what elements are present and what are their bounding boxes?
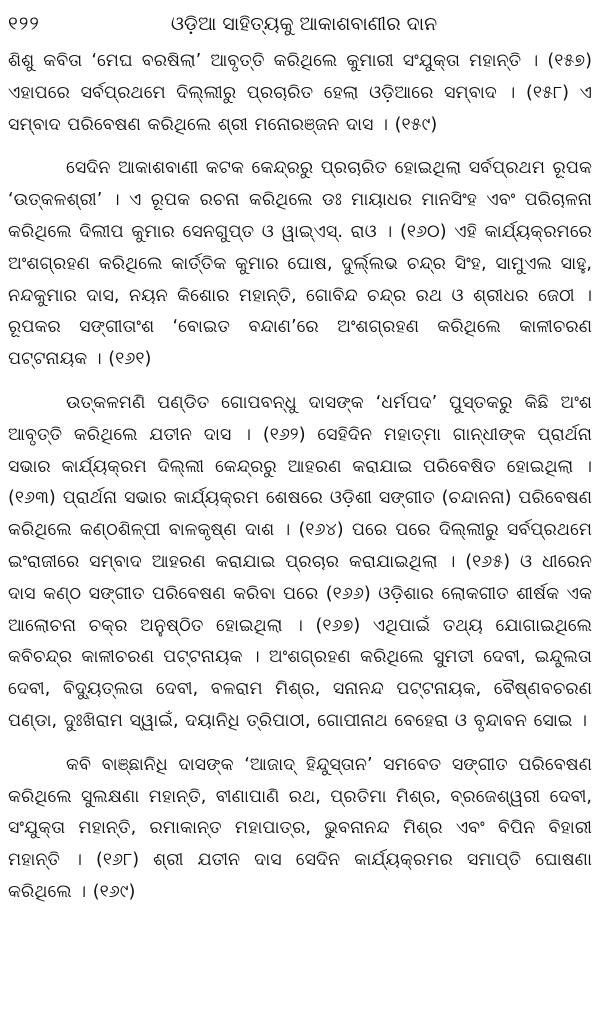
paragraph-1: ଶିଶୁ କବିତା ‘ମେଘ ବରଷିଲା’ ଆବୃତ୍ତି କରିଥିଲେ କୁମାରୀ ସଂଯୁକ୍ତା ମହାନ୍ତି । (୧୫୭) ଏହାପରେ ସର୍ବପ୍ରଥମେ ଦିଲ୍ଲୀରୁ ପ୍ରଚାରିତ ହେଲା ଓଡ଼ିଆରେ ସମ୍ବାଦ । (୧୫୮) ଏ ସମ୍ବାଦ ପରିବେଷଣ କରିଥିଲେ ଶ୍ରୀ ମନୋରଞ୍ଜନ ଦାସ । (୧୫୯) xyxy=(8,51,592,135)
paragraph-3: ଉତ୍କଳମଣି ପଣ୍ଡିତ ଗୋପବନ୍ଧୁ ଦାସଙ୍କ ‘ଧର୍ମପଦ’ ପୁସ୍ତକରୁ କିଛି ଅଂଶ ଆବୃତ୍ତି କରିଥିଲେ ଯତୀନ ଦାସ । (୧୬୨) ସେହିଦିନ ମହାତ୍ମା ଗାନ୍ଧୀଙ୍କ ପ୍ରାର୍ଥନା ସଭାର କାର୍ଯ୍ୟକ୍ରମ ଦିଲ୍ଲୀ କେନ୍ଦ୍ରରୁ ଆହରଣ କରାଯାଇ ପରିବେଷିତ ହୋଇଥିଲା । (୧୬୩) ପ୍ରାର୍ଥନା ସଭାର କାର୍ଯ୍ୟକ୍ରମ ଶେଷରେ ଓଡ଼ିଶୀ ସଙ୍ଗୀତ (ଚନ୍ଦାନନା) ପରିବେଷଣ କରିଥିଲେ କଣ୍ଠଶିଳ୍ପୀ ବାଳକୃଷ୍ଣ ଦାଶ । (୧୬୪) ପରେ ପରେ ଦିଲ୍ଲୀରୁ ସର୍ବପ୍ରଥମେ ଇଂରାଜୀରେ ସମ୍ବାଦ ଆହରଣ କରାଯାଇ ପ୍ରଚାର କରାଯାଇଥିଲା । (୧୬୫) ଓ ଧୀରେନ ଦାସ କଣ୍ଠ ସଙ୍ଗୀତ ପରିବେଷଣ କରିବା ପରେ (୧୬୬) ଓଡ଼ିଶାର ଲୋକଗୀତ ଶୀର୍ଷକ ଏକ ଆଲୋଚନା ଚକ୍ର ଅନୁଷ୍ଠିତ ହୋଇଥିଲା । (୧୬୭) ଏଥିପାଇଁ ତଥ୍ୟ ଯୋଗାଇଥିଲେ କବିଚନ୍ଦ୍ର କାଳୀଚରଣ ପଟ୍ଟନାୟକ । ଅଂଶଗ୍ରହଣ କରିଥିଲେ ସୁମତୀ ଦେବୀ, ଇନ୍ଦୁଲତା ଦେବୀ, ବିଦ୍ୟୁତ୍‌ଲତା ଦେବୀ, ବଳରାମ ମିଶ୍ର, ସନାନନ୍ଦ ପଟ୍ଟନାୟକ, ବୈଷ୍ଣବଚରଣ ପଣ୍ଡା, ଦୁଃଖିରାମ ସ୍ୱାଇଁ, ଦୟାନିଧି ତ୍ରିପାଠୀ, ଗୋପୀନାଥ ବେହେରା ଓ ବୃନ୍ଦାବନ ସୋଇ । xyxy=(8,392,592,731)
page-header xyxy=(8,10,592,46)
running-title: ଓଡ଼ିଆ ସାହିତ୍ୟକୁ ଆକାଶବାଣୀର ଦାନ xyxy=(170,13,438,35)
body-text xyxy=(8,46,592,909)
paragraph-2: ସେଦିନ ଆକାଶବାଣୀ କଟକ କେନ୍ଦ୍ରରୁ ପ୍ରଚାରିତ ହୋଇଥିଲା ସର୍ବପ୍ରଥମ ରୂପକ ‘ଉତ୍କଳଶ୍ରୀ’ । ଏ ରୂପକ ରଚନା କରିଥିଲେ ଡଃ ମାୟାଧର ମାନସିଂହ ଏବଂ ପରିଚାଳନା କରିଥିଲେ ଦିଲୀପ କୁମାର ସେନଗୁପ୍ତ ଓ ୱାଇ୍‌ଏସ୍‌. ରାଓ । (୧୬୦) ଏହି କାର୍ଯ୍ୟକ୍ରମରେ ଅଂଶଗ୍ରହଣ କରିଥିଲେ କାର୍ତ୍ତିକ କୁମାର ଘୋଷ, ଦୁର୍ଲ୍ଲଭ ଚନ୍ଦ୍ର ସିଂହ, ସାମୁଏଲ ସାହୁ, ନନ୍ଦକୁମାର ଦାସ, ନୟନ କିଶୋର ମହାନ୍ତି, ଗୋବିନ୍ଦ ଚନ୍ଦ୍ର ରଥ ଓ ଶ୍ରୀଧର ଜେଠୀ । ରୂପକର ସଙ୍ଗୀତାଂଶ ‘ବୋଇତ ବନ୍ଦାଣ’ରେ ଅଂଶଗ୍ରହଣ କରିଥିଲେ କାଳୀଚରଣ ପଟ୍ଟନାୟକ । (୧୬୧) xyxy=(8,158,593,370)
paragraph-4: କବି ବାଞ୍ଛାନିଧି ଦାସଙ୍କ ‘ଆଜାଦ୍‌ ହିନ୍ଦୁସ୍ତାନ’ ସମବେତ ସଙ୍ଗୀତ ପରିବେଷଣ କରିଥିଲେ ସୁଲକ୍ଷଣା ମହାନ୍ତି, ବୀଣାପାଣି ରଥ, ପ୍ରତିମା ମିଶ୍ର, ବ୍ରଜେଶ୍ୱରୀ ଦେବୀ, ସଂଯୁକ୍ତା ମହାନ୍ତି, ରମାକାନ୍ତ ମହାପାତ୍ର, ଭୁବନାନନ୍ଦ ମିଶ୍ର ଏବଂ ବିପିନ ବିହାରୀ ମହାନ୍ତି । (୧୬୮) ଶ୍ରୀ ଯତୀନ ଦାସ ସେଦିନ କାର୍ଯ୍ୟକ୍ରମର ସମାପ୍ତି ଘୋଷଣା କରିଥିଲେ । (୧୬୯) xyxy=(8,754,592,902)
page-number: ୧୨୨ xyxy=(8,13,40,35)
